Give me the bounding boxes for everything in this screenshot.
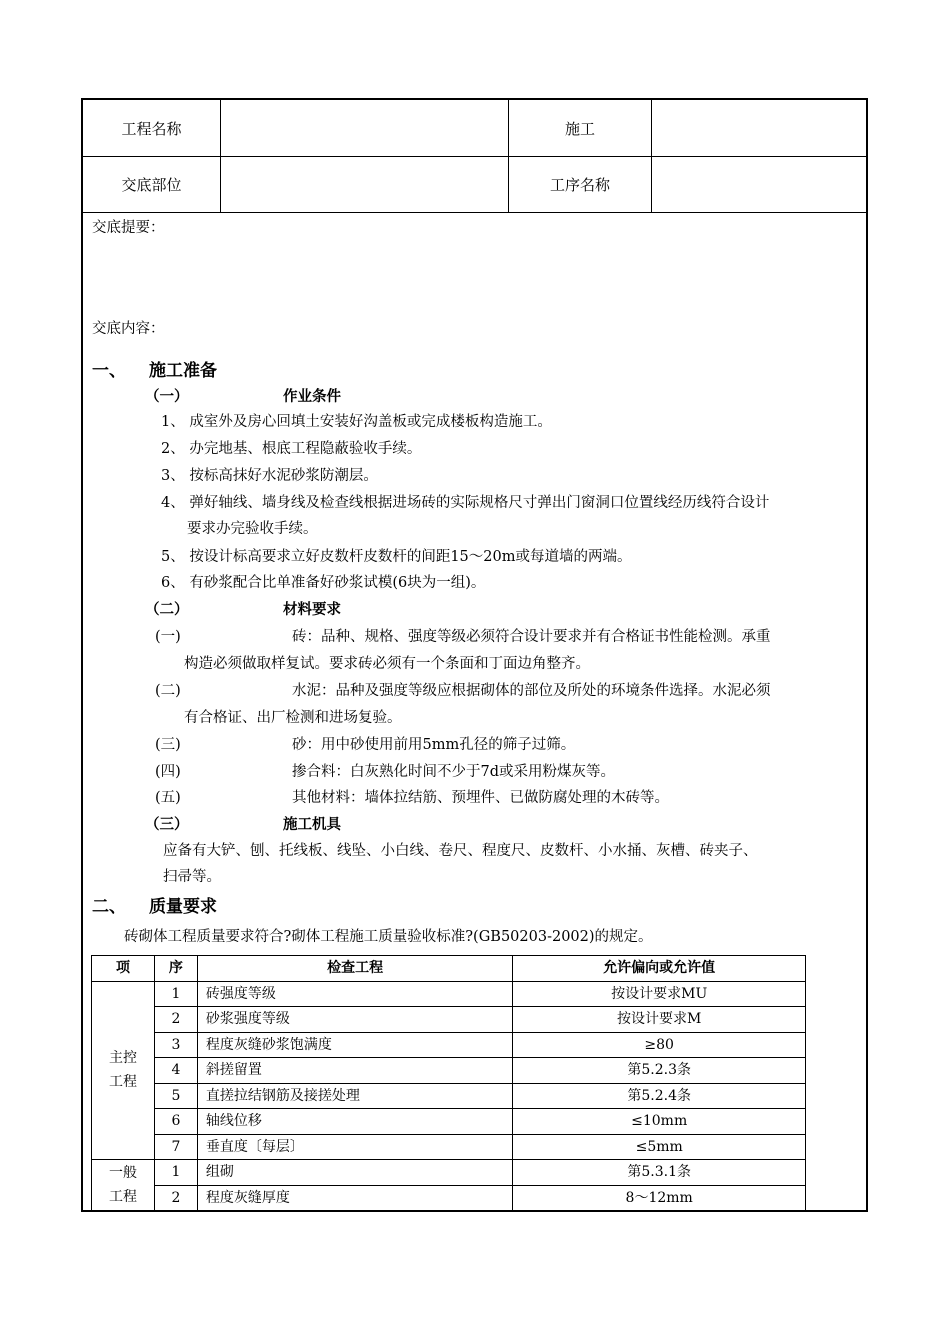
row-no: 1 [154, 1160, 197, 1186]
row-value: 按设计要求MU [513, 981, 806, 1007]
tools-line-1: 应备有大铲、刨、托线板、线坠、小白线、卷尺、程度尺、皮数杆、小水捅、灰槽、砖夹子、 [163, 843, 758, 859]
material-3-text: 砂：用中砂使用前用5mm孔径的筛子过筛。 [292, 737, 576, 753]
condition-1: 1、 成室外及房心回填土安装好沟盖板或完成楼板构造施工。 [161, 414, 552, 430]
process-label: 工序名称 [509, 156, 652, 212]
material-4-text: 掺合料：白灰熟化时间不少于7d或采用粉煤灰等。 [292, 764, 616, 780]
header-row-2 [83, 156, 866, 213]
sub2-number: （二） [145, 602, 189, 618]
row-no: 7 [154, 1134, 197, 1160]
part-label: 交底部位 [83, 156, 221, 212]
material-1-cont: 构造必须做取样复试。要求砖必须有一个条面和丁面边角整齐。 [184, 656, 590, 672]
construction-value [652, 100, 866, 156]
row-item: 砖强度等级 [197, 981, 512, 1007]
row-no: 2 [154, 1007, 197, 1033]
row-item: 程度灰缝砂浆饱满度 [197, 1032, 512, 1058]
row-no: 6 [154, 1109, 197, 1135]
row-item: 垂直度〔每层〕 [197, 1134, 512, 1160]
section2-title: 质量要求 [149, 897, 217, 917]
sub1-number: （一） [145, 389, 189, 405]
table-row [92, 1083, 806, 1109]
material-4-number: (四) [155, 764, 181, 780]
sub2-title: 材料要求 [283, 602, 341, 618]
disclosure-form [81, 98, 868, 1212]
row-item: 砂浆强度等级 [197, 1007, 512, 1033]
row-value: 按设计要求M [513, 1007, 806, 1033]
material-5-text: 其他材料：墙体拉结筋、预埋件、已做防腐处理的木砖等。 [292, 790, 669, 806]
condition-4-cont: 要求办完验收手续。 [187, 521, 318, 537]
row-value: ≥80 [513, 1032, 806, 1058]
sub1-title: 作业条件 [283, 389, 341, 405]
table-row [92, 1007, 806, 1033]
summary-label: 交底提要： [92, 220, 165, 236]
header-row-1 [83, 100, 866, 157]
row-value: 8～12mm [513, 1185, 806, 1211]
row-no: 2 [154, 1185, 197, 1211]
group-main-control [92, 981, 155, 1160]
material-2-cont: 有合格证、出厂检测和进场复验。 [184, 710, 402, 726]
quality-intro: 砖砌体工程质量要求符合?砌体工程施工质量验收标准?(GB50203-2002)的规定。 [124, 929, 653, 945]
row-no: 4 [154, 1058, 197, 1084]
group-main-label-b: 工程 [108, 1074, 137, 1091]
section2-number: 二、 [92, 897, 126, 917]
header-check: 检查工程 [197, 956, 512, 982]
table-row [92, 1160, 806, 1186]
row-item: 程度灰缝厚度 [197, 1185, 512, 1211]
table-row [92, 981, 806, 1007]
row-item: 直搓拉结钢筋及接搓处理 [197, 1083, 512, 1109]
project-name-label: 工程名称 [83, 100, 221, 156]
row-value: 第5.2.4条 [513, 1083, 806, 1109]
condition-2: 2、 办完地基、根底工程隐蔽验收手续。 [161, 441, 422, 457]
table-row [92, 1032, 806, 1058]
sub3-title: 施工机具 [283, 817, 341, 833]
condition-3: 3、 按标高抹好水泥砂浆防潮层。 [161, 468, 378, 484]
row-value: 第5.3.1条 [513, 1160, 806, 1186]
row-value: 第5.2.3条 [513, 1058, 806, 1084]
group-general-label-a: 一般 [108, 1165, 137, 1181]
table-row [92, 1058, 806, 1084]
project-name-value [221, 100, 509, 156]
header-tolerance: 允许偏向或允许值 [513, 956, 806, 982]
material-1-text: 砖：品种、规格、强度等级必须符合设计要求并有合格证书性能检测。承重 [292, 629, 771, 645]
section1-number: 一、 [92, 361, 126, 381]
material-2-text: 水泥：品种及强度等级应根据砌体的部位及所处的环境条件选择。水泥必须 [292, 683, 771, 699]
row-item: 轴线位移 [197, 1109, 512, 1135]
sub3-number: （三） [145, 817, 189, 833]
group-main-label-a: 主控 [108, 1050, 137, 1067]
condition-4: 4、 弹好轴线、墙身线及检查线根据进场砖的实际规格尺寸弹出门窗洞口位置线经历线符合设计 [161, 495, 770, 511]
group-general-label-b: 工程 [108, 1189, 137, 1205]
material-2-number: (二) [155, 683, 181, 699]
section1-title: 施工准备 [149, 361, 217, 381]
header-no: 序 [154, 956, 197, 982]
row-item: 组砌 [197, 1160, 512, 1186]
table-header-row [92, 956, 806, 982]
row-no: 3 [154, 1032, 197, 1058]
material-5-number: (五) [155, 790, 181, 806]
row-value: ≤10mm [513, 1109, 806, 1135]
quality-table [91, 955, 806, 1211]
table-row [92, 1185, 806, 1211]
material-3-number: (三) [155, 737, 181, 753]
table-row [92, 1109, 806, 1135]
table-row [92, 1134, 806, 1160]
condition-5: 5、 按设计标高要求立好皮数杆皮数杆的间距15～20m或每道墙的两端。 [161, 549, 632, 565]
group-general [92, 1160, 155, 1211]
process-value [652, 156, 866, 212]
tools-line-2: 扫帚等。 [163, 869, 221, 885]
row-item: 斜搓留置 [197, 1058, 512, 1084]
row-no: 1 [154, 981, 197, 1007]
row-no: 5 [154, 1083, 197, 1109]
part-value [221, 156, 509, 212]
content-label: 交底内容： [92, 321, 165, 337]
material-1-number: (一) [155, 629, 181, 645]
header-item: 项 [92, 956, 155, 982]
condition-6: 6、 有砂浆配合比单准备好砂浆试模(6块为一组)。 [161, 575, 486, 591]
row-value: ≤5mm [513, 1134, 806, 1160]
construction-label: 施工 [509, 100, 652, 156]
